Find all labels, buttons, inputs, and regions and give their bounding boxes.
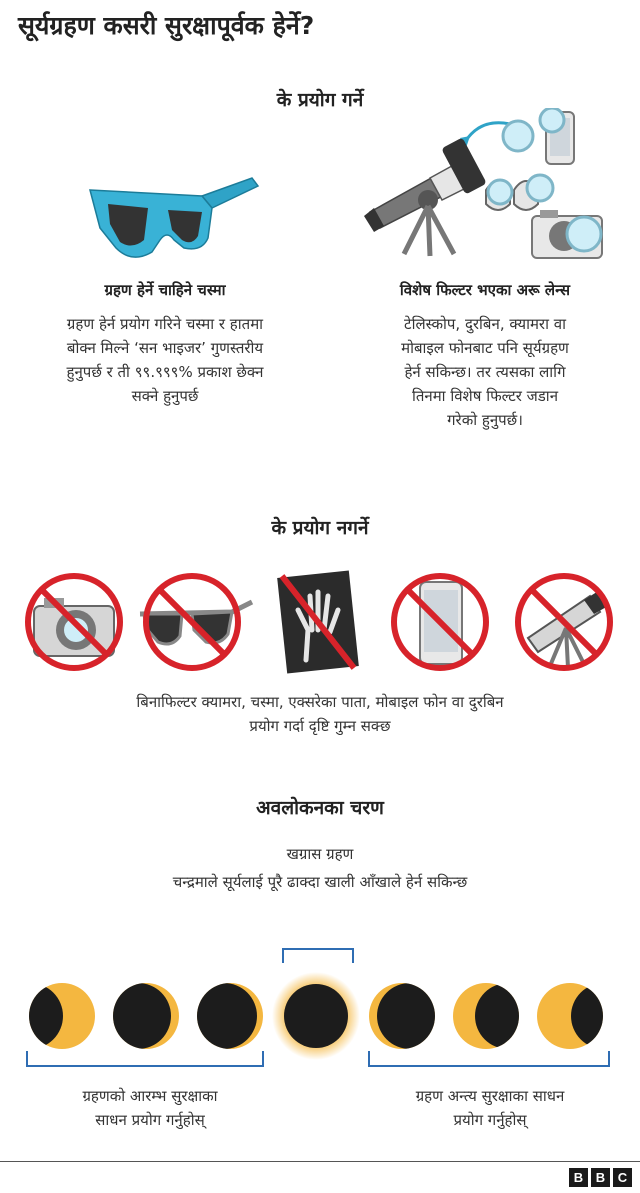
phases-heading: अवलोकनका चरण (256, 797, 384, 819)
no-sunglasses-icon (136, 572, 254, 672)
do-use-heading: के प्रयोग गर्ने (276, 89, 364, 111)
totality-bracket (282, 948, 354, 964)
start-bracket (26, 1050, 264, 1068)
page-title: सूर्यग्रहण कसरी सुरक्षापूर्वक हेर्ने? (18, 11, 315, 40)
eclipse-glasses-description: ग्रहण हेर्न प्रयोग गरिने चस्मा र हातमा बोक्न मिल्ने ‘सन भाइजर’ गुणस्तरीय हुनुपर्छ र ती ९९.९९९% प्रकाश छेक्न सक्ने हुनुपर्छ (66, 315, 264, 405)
no-camera-icon (24, 572, 124, 672)
no-xray-icon (276, 570, 360, 674)
no-telescope-icon (514, 572, 614, 672)
dont-use-heading: के प्रयोग नगर्ने (271, 517, 369, 539)
eclipse-glasses-label: ग्रहण हेर्ने चाहिने चस्मा (104, 281, 226, 299)
telescope-lens-icon (360, 108, 615, 260)
dont-use-warning: बिनाफिल्टर क्यामरा, चस्मा, एक्सरेका पाता, मोबाइल फोन वा दुरबिन प्रयोग गर्दा दृष्टि गुम्न सक्छ (136, 693, 504, 735)
end-bracket (368, 1050, 610, 1068)
eclipse-glasses-icon (82, 168, 262, 263)
bbc-logo: B B C (569, 1168, 632, 1187)
totality-description: चन्द्रमाले सूर्यलाई पूरै ढाक्दा खाली आँखाले हेर्न सकिन्छ (172, 873, 468, 891)
no-mobile-icon (390, 572, 490, 672)
start-caption: ग्रहणको आरम्भ सुरक्षाका साधन प्रयोग गर्नुहोस् (82, 1087, 218, 1129)
filter-lens-description: टेलिस्कोप, दुरबिन, क्यामरा वा मोबाइल फोनबाट पनि सूर्यग्रहण हेर्न सकिन्छ। तर त्यसका लागि तिनमा विशेष फिल्टर जडान गरेको हुनुपर्छ। (401, 315, 569, 429)
footer-divider (0, 1161, 640, 1162)
end-caption: ग्रहण अन्त्य सुरक्षाका साधन प्रयोग गर्नुहोस् (415, 1087, 565, 1129)
eclipse-phases (18, 972, 628, 1062)
totality-title: खग्रास ग्रहण (286, 845, 354, 863)
filter-lens-label: विशेष फिल्टर भएका अरू लेन्स (399, 281, 571, 299)
